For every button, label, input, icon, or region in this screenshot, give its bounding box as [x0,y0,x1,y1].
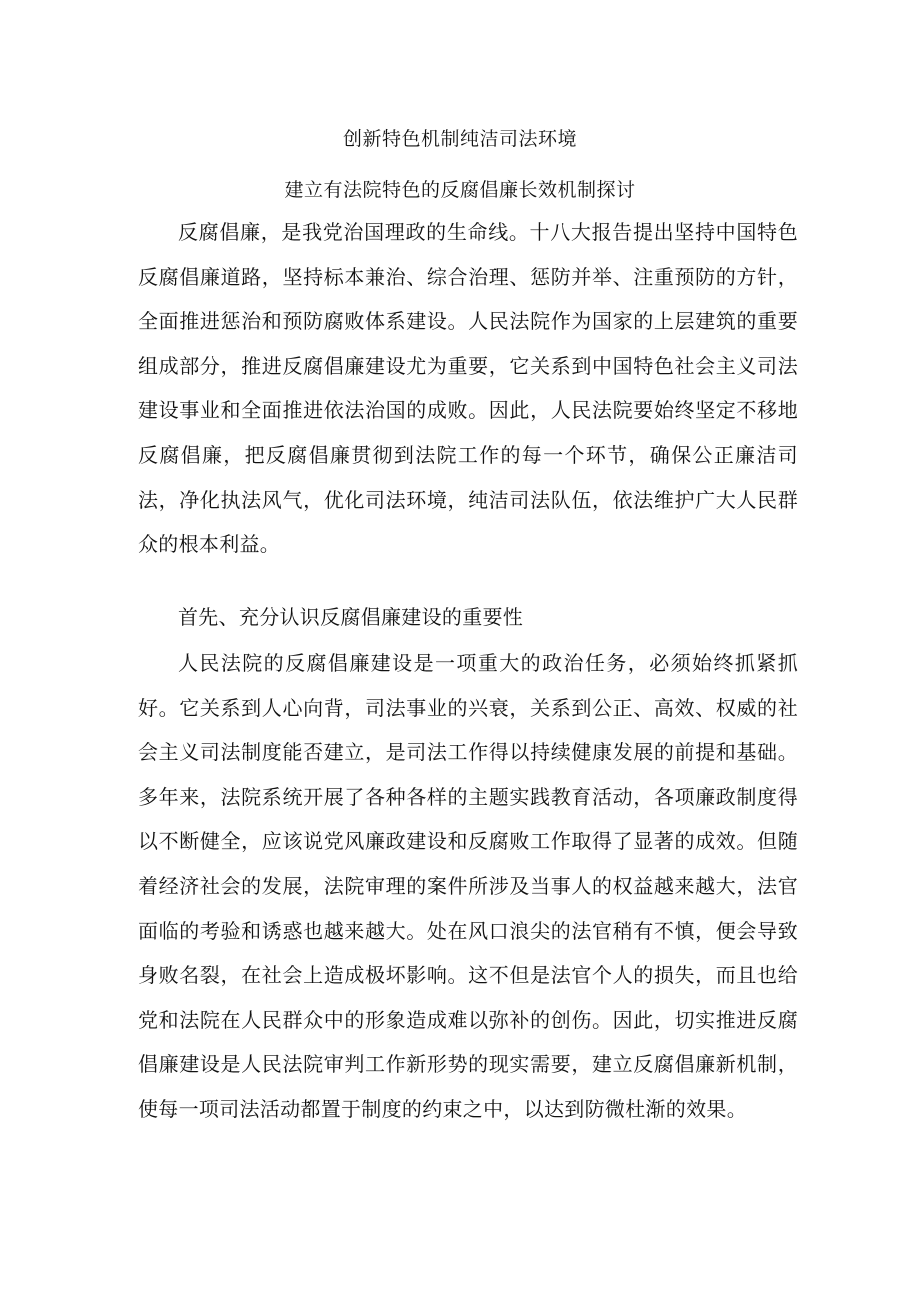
paragraph-importance: 人民法院的反腐倡廉建设是一项重大的政治任务，必须始终抓紧抓好。它关系到人心向背，司法事业的兴衰，关系到公正、高效、权威的社会主义司法制度能否建立，是司法工作得以持续健康发展的前提和基础。多年来，法院系统开展了各种各样的主题实践教育活动，各项廉政制度得以不断健全，应该说党风廉政建设和反腐败工作取得了显著的成效。但随着经济社会的发展，法院审理的案件所涉及当事人的权益越来越大，法官面临的考验和诱惑也越来越大。处在风口浪尖的法官稍有不慎，便会导致身败名裂，在社会上造成极坏影响。这不但是法官个人的损失，而且也给党和法院在人民群众中的形象造成难以弥补的创伤。因此，切实推进反腐倡廉建设是人民法院审判工作新形势的现实需要，建立反腐倡廉新机制，使每一项司法活动都置于制度的约束之中，以达到防微杜渐的效果。 [138,651,798,1121]
paragraph-intro: 反腐倡廉，是我党治国理政的生命线。十八大报告提出坚持中国特色反腐倡廉道路，坚持标本兼治、综合治理、惩防并举、注重预防的方针，全面推进惩治和预防腐败体系建设。人民法院作为国家的上层建筑的重要组成部分，推进反腐倡廉建设尤为重要，它关系到中国特色社会主义司法建设事业和全面推进依法治国的成败。因此，人民法院要始终坚定不移地反腐倡廉，把反腐倡廉贯彻到法院工作的每一个环节，确保公正廉洁司法，净化执法风气，优化司法环境，纯洁司法队伍，依法维护广大人民群众的根本利益。 [138,220,798,557]
section-heading-first: 首先、充分认识反腐倡廉建设的重要性 [178,605,524,629]
document-title: 创新特色机制纯洁司法环境 [342,128,577,150]
document-subtitle: 建立有法院特色的反腐倡廉长效机制探讨 [284,179,636,201]
